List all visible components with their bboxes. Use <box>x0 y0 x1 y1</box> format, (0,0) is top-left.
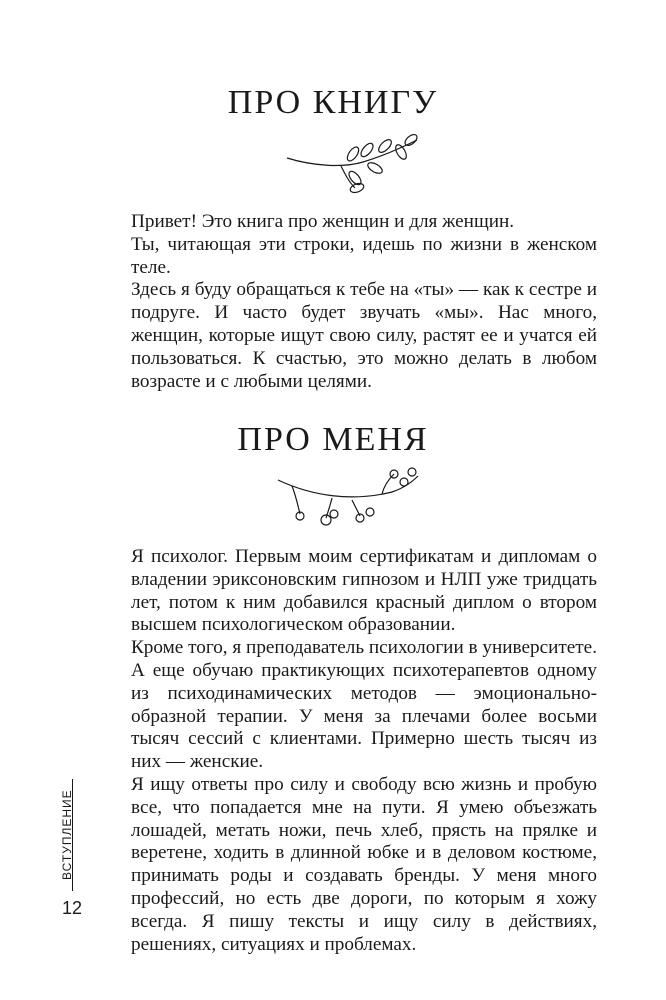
section-about-me-text <box>131 546 597 956</box>
paragraph: Кроме того, я преподаватель психологии в университете. А еще обучаю практикующих психотерапевтов одному из психодинамических методов — эмоционально-образной терапии. У меня за плечами более восьми тысяч сессий с клиентами. Примерно шесть тысяч из них — женские. <box>131 637 597 773</box>
section-title-about-me: ПРО МЕНЯ <box>237 421 429 458</box>
section-label: ВСТУПЛЕНИЕ <box>60 789 74 880</box>
paragraph: Здесь я буду обращаться к тебе на «ты» — как к сестре и подруге. И часто будет звучать «мы». Нас много, женщин, которые ищут свою силу, растят ее и учатся ей пользоваться. К счастью, это можно делать в любом возрасте и с любыми целями. <box>131 279 597 392</box>
section-title-about-book: ПРО КНИГУ <box>227 84 439 121</box>
paragraph: Привет! Это книга про женщин и для женщин. <box>131 211 515 232</box>
paragraph: Я ищу ответы про силу и свободу всю жизнь и пробую все, что попадается мне на пути. Я умею объезжать лошадей, метать ножи, печь хлеб, прясть на прялке и веретене, ходить в длинной юбке и в деловом костюме, принимать роды и создавать бренды. У меня много профессий, но есть две дороги, по которым я хожу всегда. Я пишу тексты и ищу силу в действиях, решениях, ситуациях и проблемах. <box>131 773 597 955</box>
paragraph: Ты, читающая эти строки, идешь по жизни в женском теле. <box>131 233 597 278</box>
section-about-book-text <box>131 211 597 393</box>
paragraph: Я психолог. Первым моим сертификатам и дипломам о владении эриксоновским гипнозом и НЛП уже тридцать лет, потом к ним добавился красный диплом о втором высшем психологическом образовании. <box>131 546 597 636</box>
flower-branch-icon <box>272 466 422 530</box>
page-number: 12 <box>62 898 83 918</box>
leaf-branch-icon <box>283 132 423 194</box>
